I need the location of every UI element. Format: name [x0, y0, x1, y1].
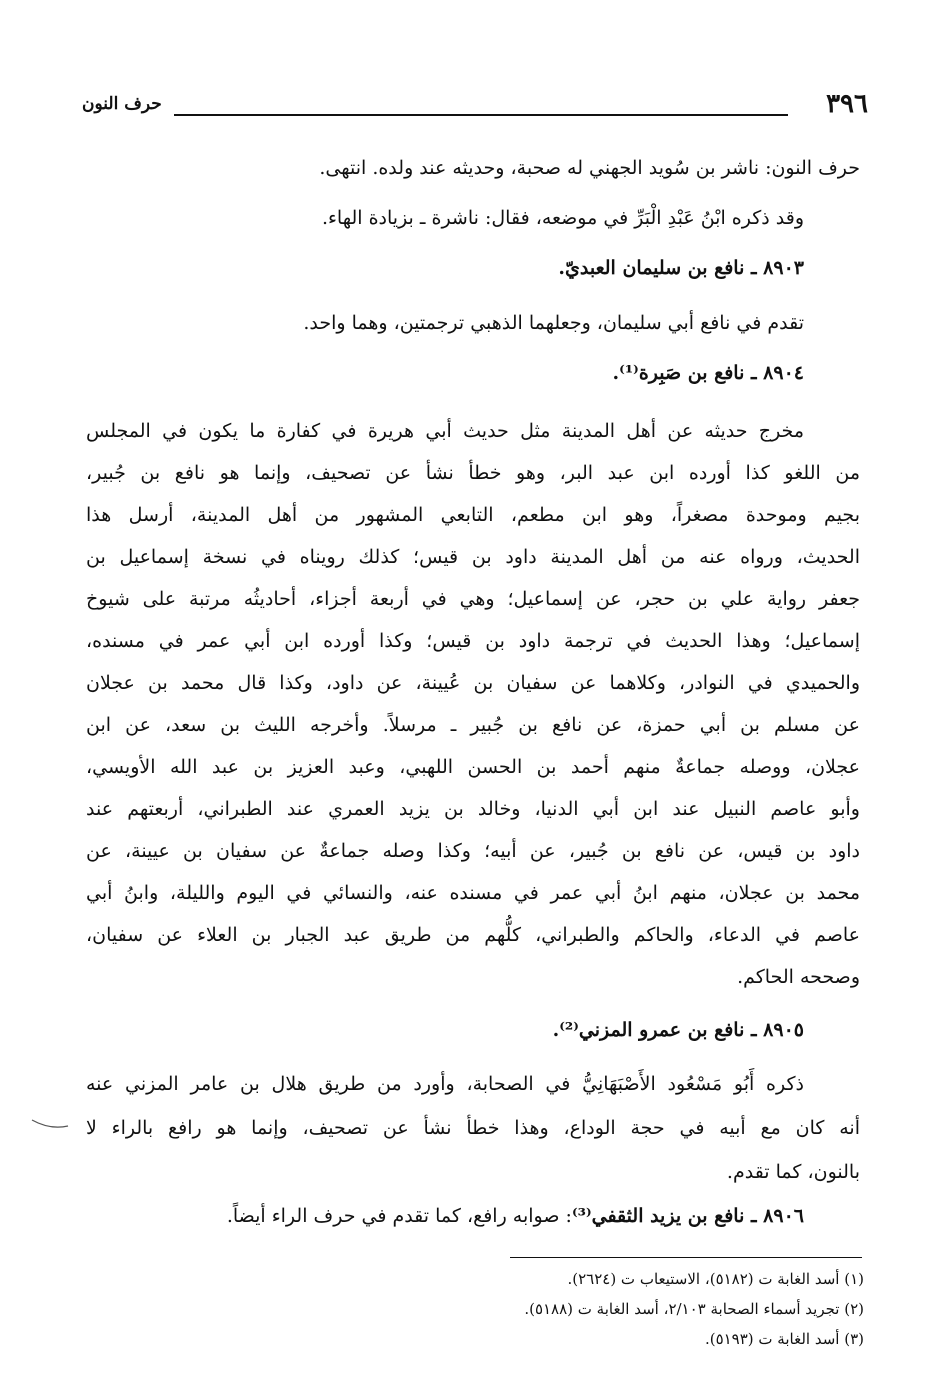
- text-line: بالنون، كما تقدم.: [726, 1161, 860, 1183]
- entry-heading: ٨٩٠٥ ـ نافع بن عمرو المزني⁽²⁾.: [552, 1019, 804, 1041]
- running-title: حرف النون: [82, 94, 162, 114]
- footnote-rule: [510, 1257, 862, 1258]
- page-number: ٣٩٦: [826, 89, 868, 119]
- text-line: مخرج حديثه عن أهل المدينة مثل حديث أبي هريرة في كفارة ما يكون في المجلس: [86, 420, 804, 442]
- entry-8903: [104, 250, 804, 286]
- entry-8905-body: [86, 1062, 860, 1194]
- text-line: بجيم وموحدة مصغراً، وهو ابن مطعم، التابعي المشهور من أهل المدينة، أرسل هذا: [86, 504, 860, 526]
- entry-8904-body: [86, 410, 860, 998]
- text-line: عاصم في الدعاء، والحاكم والطبراني، كلُّهم من طريق عبد الجبار بن العلاء عن سفيان،: [86, 924, 860, 946]
- footnote: (٣) أسد الغابة ت (٥١٩٣).: [704, 1330, 864, 1348]
- text-line: ذكره أَبُو مَسْعُود الأَصْبَهَانِيُّ في الصحابة، وأورد من طريق هلال بن عامر المزني عنه: [86, 1073, 804, 1095]
- text-line: عجلان، ووصله جماعةٌ منهم أحمد بن الحسن اللهبي، وعبد العزيز بن عبد الله الأويسي،: [86, 756, 860, 778]
- header-rule: [174, 114, 788, 116]
- margin-pencil-mark: [30, 1116, 70, 1130]
- entry-8905: [104, 1012, 804, 1048]
- text-line: عن مسلم بن أبي حمزة، عن نافع بن جُبير ـ مرسلاً. وأخرجه الليث بن سعد، عن ابن: [86, 714, 860, 736]
- footnotes: [300, 1264, 864, 1354]
- entry-heading: ٨٩٠٣ ـ نافع بن سليمان العبديّ.: [558, 257, 804, 279]
- text-line: إسماعيل؛ وهذا الحديث في ترجمة داود بن قيس؛ وكذا أورده ابن أبي عمر في مسنده،: [86, 630, 860, 652]
- entry-8903-body: [104, 305, 804, 341]
- text-line: والحميدي في النوادر، وكلاهما عن سفيان بن عُيينة، عن داود، وكذا قال محمد بن عجلان: [86, 672, 860, 694]
- text-line: من اللغو كذا أورده ابن عبد البر، وهو خطأ نشأ عن تصحيف، وإنما هو نافع بن جُبير،: [86, 462, 860, 484]
- text-line: محمد بن عجلان، منهم ابنُ أبي عمر في مسنده عنه، والنسائي في اليوم والليلة، وابنُ أبي: [86, 882, 860, 904]
- entry-8904: [104, 355, 804, 391]
- text-line: وصححه الحاكم.: [737, 966, 860, 988]
- text-line: وقد ذكره ابْنُ عَبْدِ الْبَرِّ في موضعه، فقال: ناشرة ـ بزيادة الهاء.: [321, 207, 804, 229]
- page-header: [82, 88, 868, 124]
- intro-block: [100, 150, 860, 186]
- entry-8906: [104, 1198, 804, 1234]
- text-line: تقدم في نافع أبي سليمان، وجعلهما الذهبي ترجمتين، وهما واحد.: [303, 312, 804, 334]
- intro-block-2: [104, 200, 804, 236]
- text-line: [104, 1198, 804, 1234]
- text-line: داود بن قيس، عن نافع بن جُبير، عن أبيه؛ وكذا وصله جماعةٌ عن سفيان بن عيينة، عن: [86, 840, 860, 862]
- entry-heading: ٨٩٠٤ ـ نافع بن صَبِرة⁽¹⁾.: [612, 362, 804, 384]
- entry-heading: ٨٩٠٦ ـ نافع بن يزيد الثقفي⁽³⁾: [571, 1205, 804, 1227]
- text-line: جعفر رواية علي بن حجر، عن إسماعيل؛ وهي في أربعة أجزاء، أحاديثُه مرتبة على شيوخ: [86, 588, 860, 610]
- footnote: (٢) تجريد أسماء الصحابة ٢/١٠٣، أسد الغابة ت (٥١٨٨).: [524, 1300, 864, 1318]
- entry-text: : صوابه رافع، كما تقدم في حرف الراء أيضاً.: [226, 1205, 572, 1227]
- text-line: وأبو عاصم النبيل عند ابن أبي الدنيا، وخالد بن يزيد العمري عند الطبراني، أربعتهم عند: [86, 798, 860, 820]
- text-line: أنه كان مع أبيه في حجة الوداع، وهذا خطأ نشأ عن تصحيف، وإنما هو رافع بالراء لا: [86, 1117, 860, 1139]
- text-line: حرف النون: ناشر بن سُويد الجهني له صحبة، وحديثه عند ولده. انتهى.: [319, 157, 860, 179]
- text-line: الحديث، ورواه عنه من أهل المدينة داود بن قيس؛ كذلك رويناه في نسخة إسماعيل بن: [86, 546, 860, 568]
- footnote: (١) أسد الغابة ت (٥١٨٢)، الاستيعاب ت (٢٦٢٤).: [567, 1270, 864, 1288]
